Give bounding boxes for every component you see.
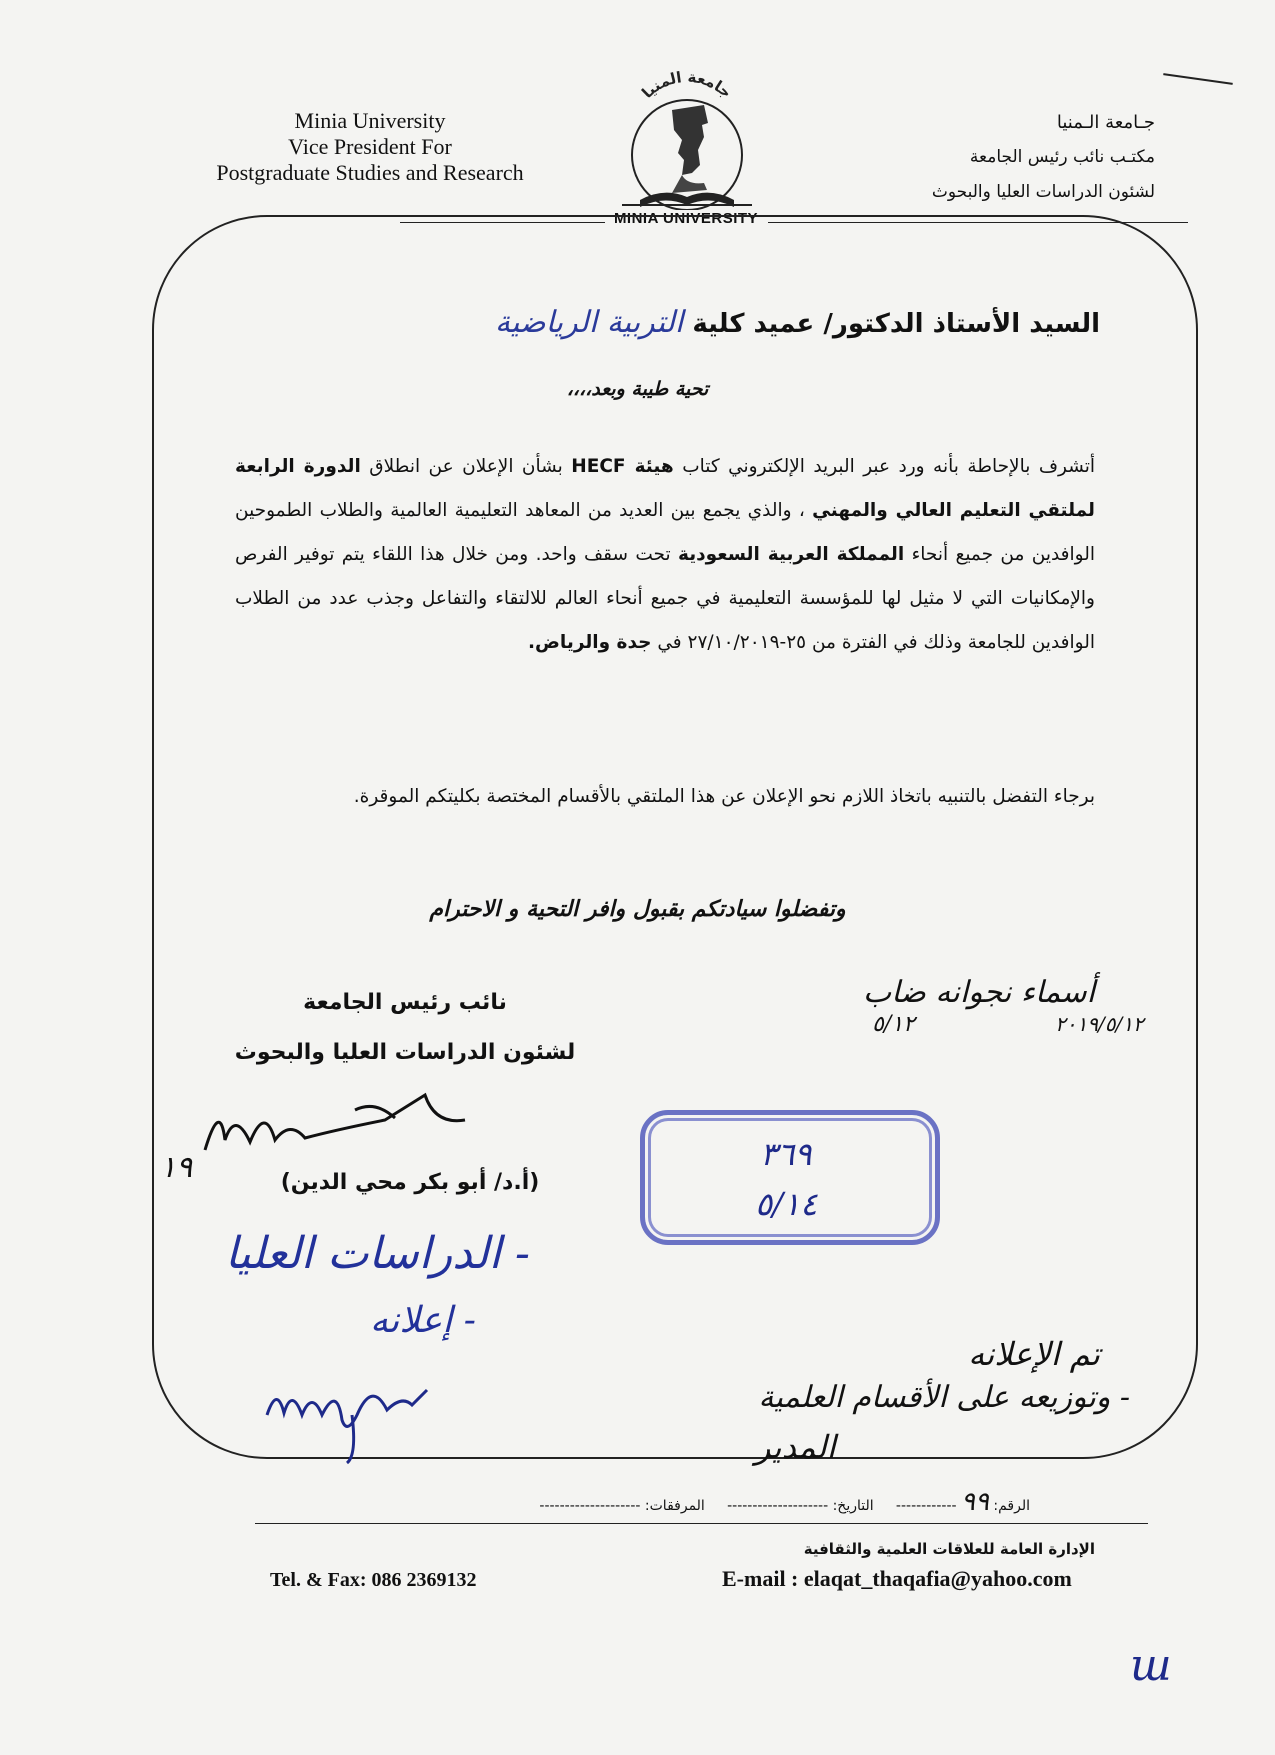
telephone-fax: Tel. & Fax: 086 2369132 [270, 1569, 477, 1591]
initials-signature-icon [262, 1375, 442, 1465]
handwritten-note-left-2: - إعلانه [370, 1300, 476, 1341]
addressee-printed: السيد الأستاذ الدكتور/ عميد كلية [692, 309, 1100, 339]
body-paragraph-2: برجاء التفضل بالتنبيه باتخاذ اللازم نحو الإعلان عن هذا الملتقي بالأقسام المختصة بكليتكم الموقرة. [353, 786, 1095, 807]
corner-scribble: ш [1130, 1640, 1172, 1691]
handwritten-subdate: ٥/١٢ [872, 1012, 915, 1037]
signatory-title-line-2: لشئون الدراسات العليا والبحوث [234, 1040, 576, 1065]
receipt-stamp [640, 1110, 940, 1245]
attachments-dashes: -------------------- [539, 1498, 641, 1514]
signatory-title-line-1: نائب رئيس الجامعة [303, 990, 507, 1015]
date-label: التاريخ: [832, 1498, 874, 1514]
addressee [495, 305, 1100, 340]
body-paragraph-1 [235, 445, 1095, 665]
handwritten-date-right: ٢٠١٩/٥/١٢ [1055, 1012, 1144, 1036]
email-address: E-mail : elaqat_thaqafia@yahoo.com [722, 1566, 1072, 1591]
p1-seg-2: هيئة HECF [571, 456, 674, 477]
signatory-title [205, 978, 605, 1078]
p1-seg-5: ، والذي يجمع بين العديد من المعاهد التعليمية العالمية والطلاب الطموحين الوافدين من جميع أنحاء [235, 500, 1095, 565]
header-en-line-2: Vice President For [288, 134, 452, 159]
handwritten-bottom-2: - وتوزيعه على الأقسام العلمية [758, 1380, 1130, 1415]
date-dashes: -------------------- [727, 1498, 829, 1514]
ref-value: ٩٩ [961, 1487, 989, 1517]
attachments-label: المرفقات: [644, 1498, 705, 1514]
p1-seg-4: الدورة الرابعة لملتقي التعليم العالي والمهني [235, 456, 1095, 521]
handwritten-note-right: أسماء نجوانه ضاب [863, 975, 1095, 1010]
ref-label: الرقم: [993, 1498, 1030, 1514]
logo-label: MINIA UNIVERSITY [606, 210, 766, 227]
header-english [150, 108, 590, 186]
p1-seg-1: أتشرف بالإحاطة بأنه ورد عبر البريد الإلكتروني كتاب [682, 456, 1095, 477]
handwritten-bottom-3: المدير [755, 1428, 836, 1466]
greeting: تحية طيبة وبعد،،،، [566, 378, 709, 400]
signature-year: ١٩ [160, 1150, 193, 1185]
handwritten-bottom-1: تم الإعلانه [968, 1335, 1100, 1373]
p1-seg-8: جدة والرياض. [528, 632, 652, 653]
university-logo-icon [612, 55, 762, 220]
logo-arc-text: جامعة المنيا [638, 67, 736, 102]
addressee-handwritten: التربية الرياضية [495, 305, 684, 340]
p1-seg-6: المملكة العربية السعودية [678, 544, 905, 565]
signatory-name: (أ.د/ أبو بكر محي الدين) [280, 1170, 540, 1195]
stamp-date: ٥/١٤ [755, 1185, 818, 1223]
handwritten-signature-icon [195, 1080, 495, 1165]
edge-mark [1163, 73, 1233, 85]
header-ar-line-2: مكتـب نائب رئيس الجامعة [969, 147, 1155, 167]
footer-meta-row [250, 1487, 1030, 1517]
stamp-number: ٣٦٩ [760, 1135, 812, 1173]
header-en-line-3: Postgraduate Studies and Research [216, 160, 524, 185]
closing-line: وتفضلوا سيادتكم بقبول وافر التحية و الاحترام [429, 896, 846, 922]
handwritten-note-left-1: - الدراسات العليا [225, 1228, 530, 1279]
department-name: الإدارة العامة للعلاقات العلمية والثقافية [803, 1540, 1095, 1558]
header-ar-line-3: لشئون الدراسات العليا والبحوث [931, 182, 1155, 202]
p1-seg-7: تحت سقف واحد. ومن خلال هذا اللقاء يتم توفير الفرص والإمكانيات التي لا مثيل لها للمؤسسة التعليمية في جميع أنحاء العالم للالتقاء والتفاعل وجذب عدد من الطلاب الوافدين للجامعة وذلك في الفترة من ٢٥-٢٧/١٠/٢٠١٩ في [235, 544, 1095, 653]
p1-seg-3: بشأن الإعلان عن انطلاق [369, 456, 563, 477]
header-en-line-1: Minia University [294, 108, 446, 133]
header-ar-line-1: جـامعة الـمنيا [1056, 112, 1155, 133]
ref-dashes: ------------ [895, 1498, 957, 1514]
footer-rule [255, 1523, 1148, 1524]
header-arabic [795, 105, 1155, 210]
